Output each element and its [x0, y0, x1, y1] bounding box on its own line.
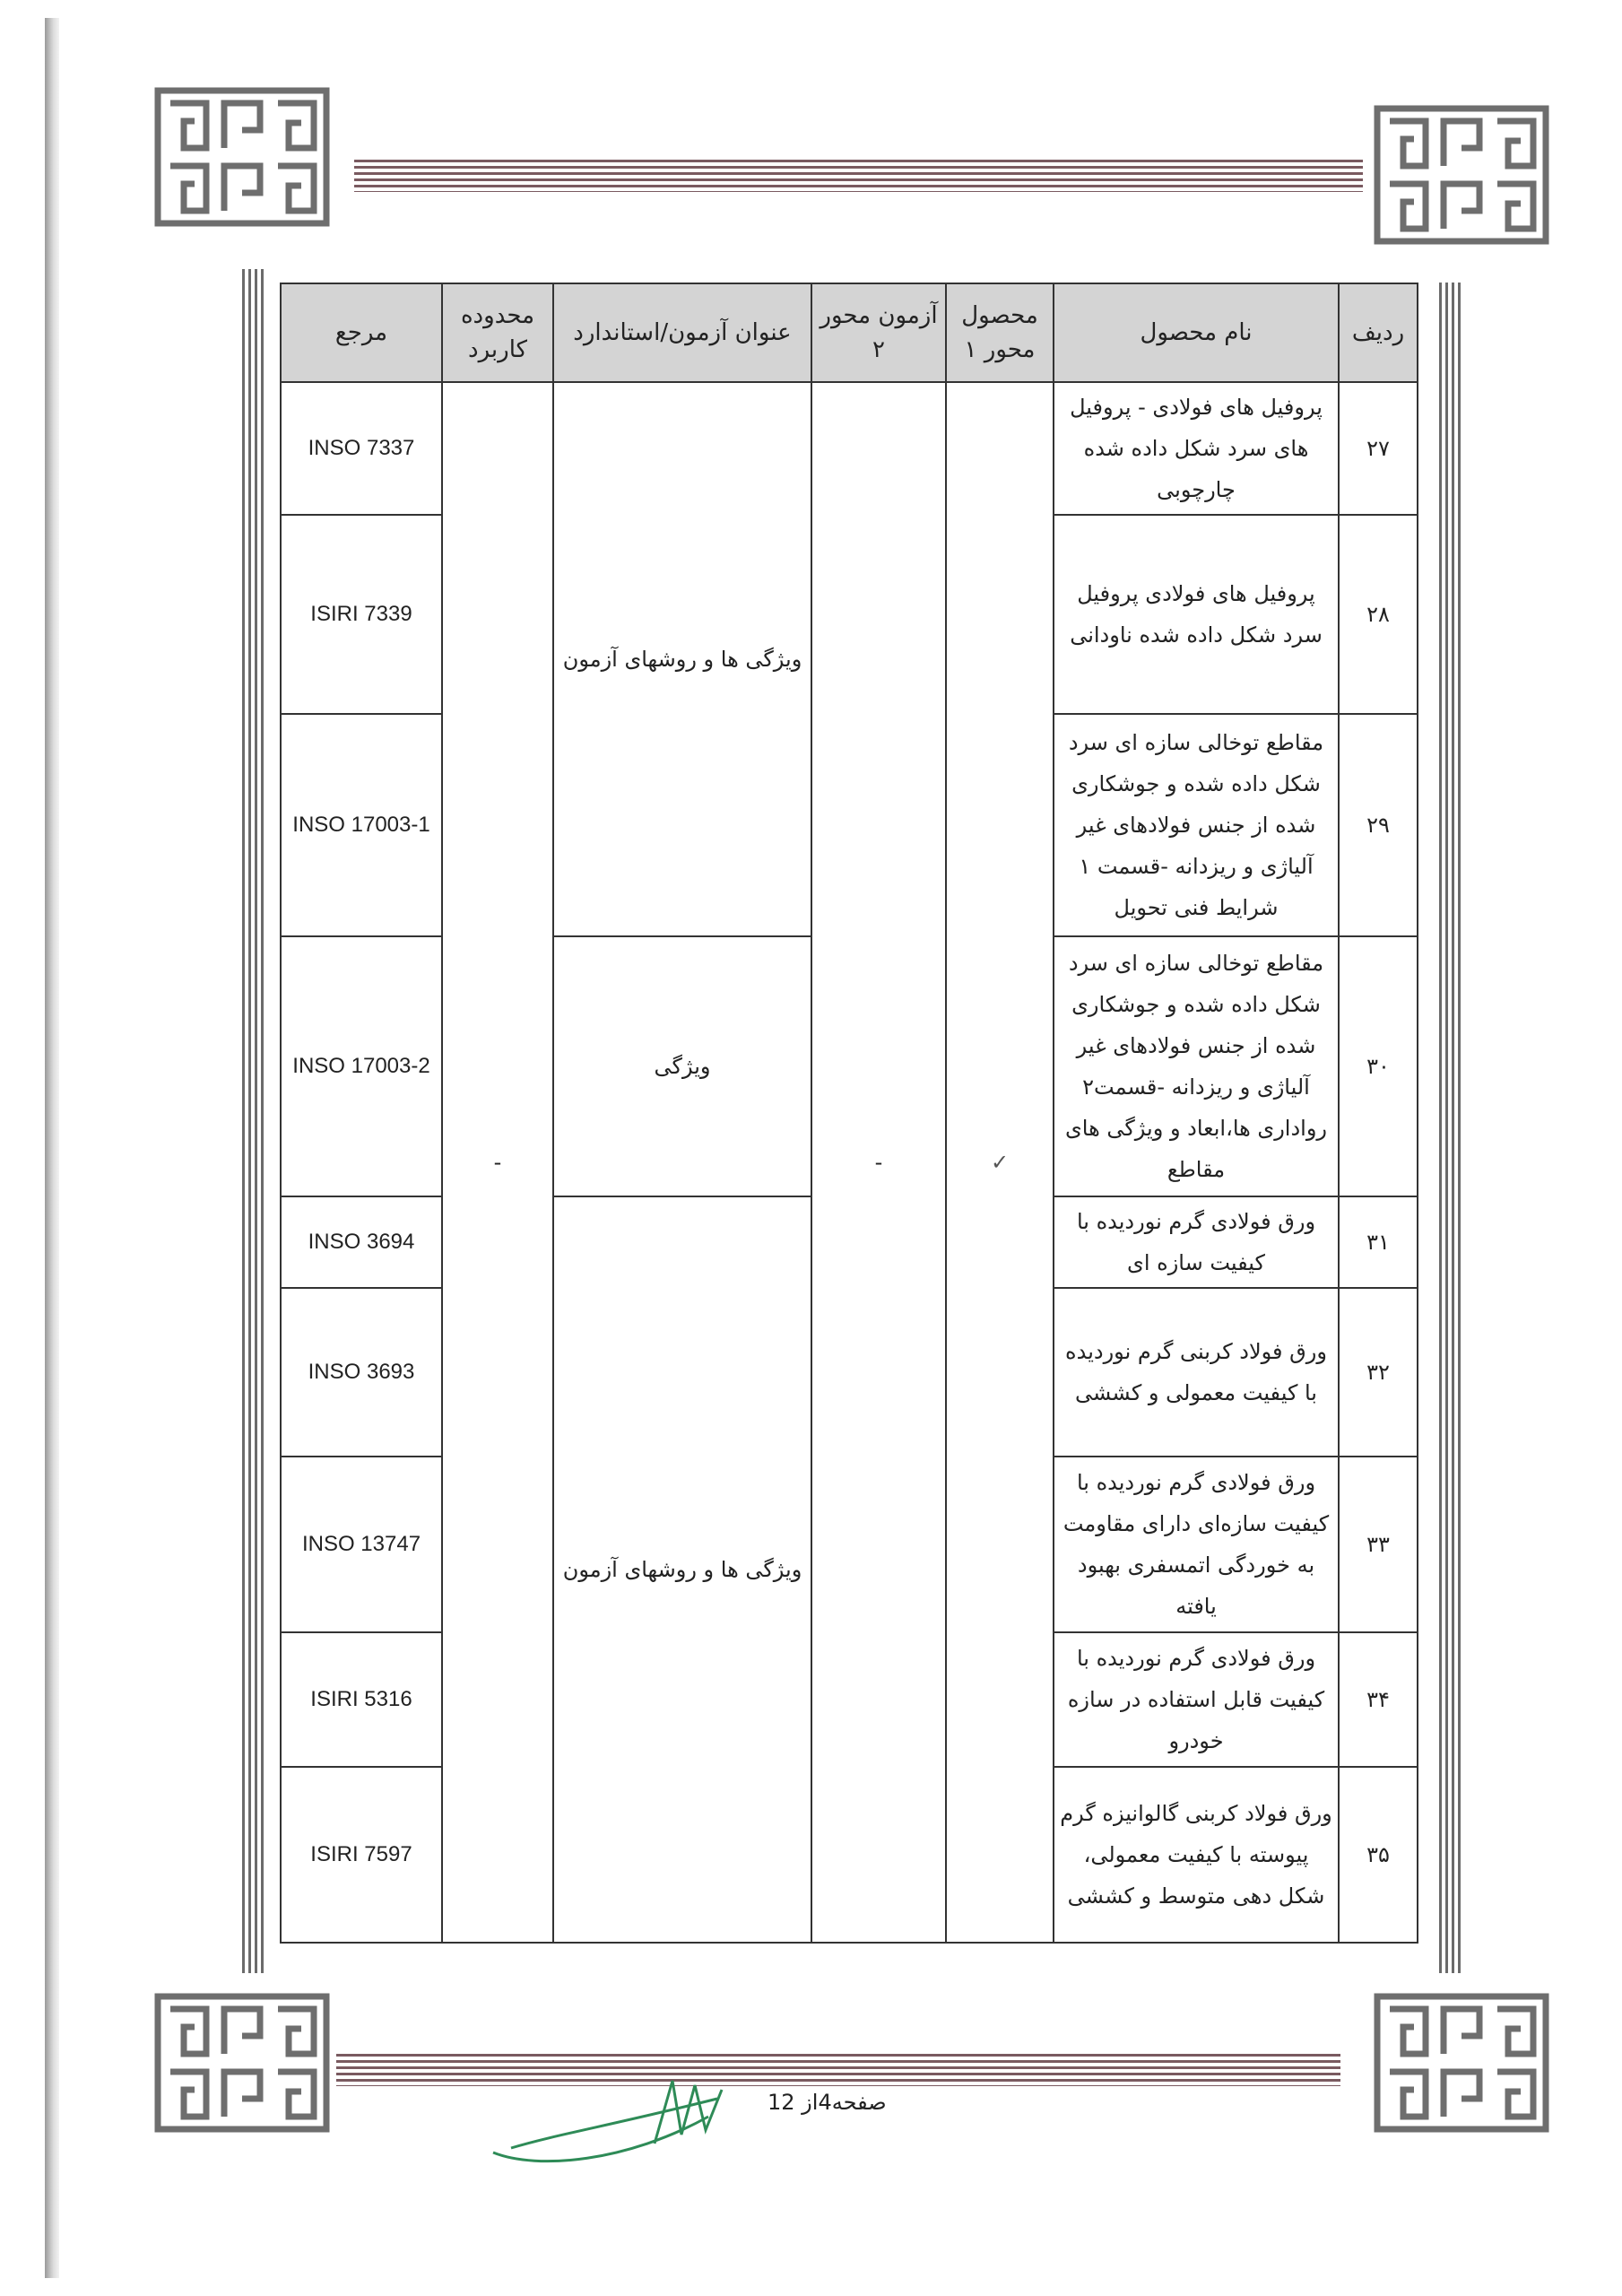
reference: INSO 7337	[281, 382, 442, 515]
product-name: ورق فولاد کربنی گالوانیزه گرم پیوسته با کیفیت معمولی، شکل دهی متوسط و کششی	[1054, 1767, 1339, 1943]
header-axis-test: آزمون محور ۲	[811, 283, 946, 382]
left-border-band	[242, 269, 264, 1973]
product-name: پروفیل های فولادی پروفیل سرد شکل داده شده ناودانی	[1054, 515, 1339, 714]
test-group: ویژگی	[553, 936, 811, 1196]
reference: ISIRI 7597	[281, 1767, 442, 1943]
product-name: ورق فولادی گرم نوردیده با کیفیت قابل استفاده در سازه خودرو	[1054, 1632, 1339, 1767]
product-name: ورق فولاد کربنی گرم نوردیده با کیفیت معمولی و کششی	[1054, 1288, 1339, 1457]
greek-key-ornament-icon	[152, 85, 332, 229]
reference: INSO 3694	[281, 1196, 442, 1288]
scope-dash: -	[442, 382, 553, 1943]
table-row	[281, 382, 1418, 515]
greek-key-ornament-icon	[1372, 103, 1551, 247]
greek-key-ornament-icon	[1372, 1991, 1551, 2135]
header-product-name: نام محصول	[1054, 283, 1339, 382]
row-number: ۳۲	[1339, 1288, 1418, 1457]
product-name: ورق فولادی گرم نوردیده با کیفیت سازه ای	[1054, 1196, 1339, 1288]
reference: ISIRI 5316	[281, 1632, 442, 1767]
row-number: ۲۷	[1339, 382, 1418, 515]
signature-icon	[484, 2063, 744, 2179]
header-radif: ردیف	[1339, 283, 1418, 382]
row-number: ۳۰	[1339, 936, 1418, 1196]
product-name: مقاطع توخالی سازه ای سرد شکل داده شده و جوشکاری شده از جنس فولادهای غیر آلیاژی و ریزدانه -قسمت ۱ شرایط فنی تحویل	[1054, 714, 1339, 936]
header-scope: محدوده کاربرد	[442, 283, 553, 382]
standards-table	[280, 283, 1418, 1944]
row-number: ۳۱	[1339, 1196, 1418, 1288]
row-number: ۳۳	[1339, 1457, 1418, 1632]
page-left-edge	[45, 18, 59, 2278]
right-border-band	[1439, 283, 1461, 1973]
test-group: ویژگی ها و روشهای آزمون	[553, 1196, 811, 1943]
header-reference: مرجع	[281, 283, 442, 382]
row-number: ۲۸	[1339, 515, 1418, 714]
product-name: ورق فولادی گرم نوردیده با کیفیت سازه‌ای دارای مقاومت به خوردگی اتمسفری بهبود یافته	[1054, 1457, 1339, 1632]
row-number: ۳۵	[1339, 1767, 1418, 1943]
axis-product-check: ✓	[946, 382, 1054, 1943]
test-group: ویژگی ها و روشهای آزمون	[553, 382, 811, 936]
reference: INSO 17003-1	[281, 714, 442, 936]
axis-test-dash: -	[811, 382, 946, 1943]
reference: INSO 17003-2	[281, 936, 442, 1196]
page-number: صفحه4از 12	[762, 2090, 892, 2115]
header-axis-product: محصول محور ۱	[946, 283, 1054, 382]
reference: INSO 13747	[281, 1457, 442, 1632]
reference: INSO 3693	[281, 1288, 442, 1457]
product-name: مقاطع توخالی سازه ای سرد شکل داده شده و جوشکاری شده از جنس فولادهای غیر آلیاژی و ریزدانه -قسمت۲ رواداری ها،ابعاد و ویژگی های مقاطع	[1054, 936, 1339, 1196]
greek-key-ornament-icon	[152, 1991, 332, 2135]
row-number: ۲۹	[1339, 714, 1418, 936]
row-number: ۳۴	[1339, 1632, 1418, 1767]
top-border-band	[354, 160, 1363, 192]
product-name: پروفیل های فولادی - پروفیل های سرد شکل داده شده چارچوبی	[1054, 382, 1339, 515]
reference: ISIRI 7339	[281, 515, 442, 714]
table-header-row	[281, 283, 1418, 382]
header-test-title: عنوان آزمون/استاندارد	[553, 283, 811, 382]
